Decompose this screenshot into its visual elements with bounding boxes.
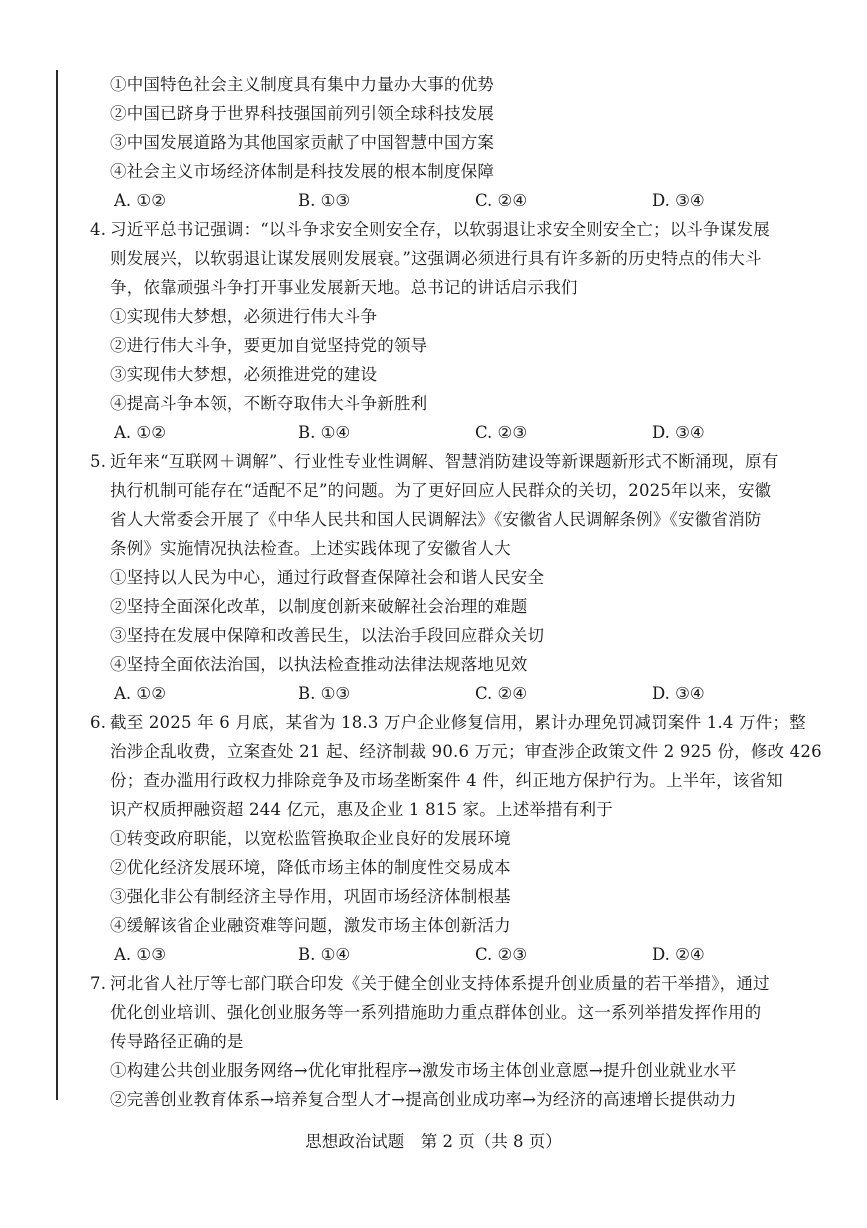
q6-stem-line-3: 份；查办滥用行政权力排除竞争及市场垄断案件 4 件，纠正地方保护行为。上半年，该省知	[110, 771, 783, 790]
q6-statement-2: ②优化经济发展环境，降低市场主体的制度性交易成本	[110, 858, 511, 877]
q5-option-a: A. ①②	[114, 684, 166, 703]
q4-stem-line-2: 则发展兴，以软弱退让谋发展则发展衰。”这强调必须进行具有许多新的历史特点的伟大斗	[110, 249, 762, 268]
q6-stem-text-1: 截至 2025 年 6 月底，某省为 18.3 万户企业修复信用，累计办理免罚减罚案件 1.4 万件；整	[110, 713, 806, 732]
q6-option-b: B. ①④	[298, 945, 351, 964]
q6-options	[86, 940, 786, 969]
q5-option-c: C. ②④	[475, 684, 528, 703]
q5-option-b: B. ①③	[298, 684, 351, 703]
q3-statement-2: ②中国已跻身于世界科技强国前列引领全球科技发展	[110, 104, 495, 123]
q6-stem-line-2: 治涉企乱收费，立案查处 21 起、经济制裁 90.6 万元；审查涉企政策文件 2 925 份，修改 426	[110, 742, 822, 761]
q6-statement-3: ③强化非公有制经济主导作用，巩固市场经济体制根基	[110, 887, 511, 906]
q6-option-c: C. ②③	[475, 945, 528, 964]
q5-number: 5.	[90, 452, 107, 471]
q3-option-c: C. ②④	[475, 191, 528, 210]
q4-statement-2: ②进行伟大斗争，要更加自觉坚持党的领导	[110, 336, 428, 355]
q5-stem-line-2: 执行机制可能存在“适配不足”的问题。为了更好回应人民群众的关切，2025年以来，安徽	[110, 481, 772, 500]
page-footer: 思想政治试题 第 2 页（共 8 页）	[305, 1132, 562, 1151]
q6-number: 6.	[90, 713, 107, 732]
q5-statement-3: ③坚持在发展中保障和改善民生，以法治手段回应群众关切	[110, 626, 545, 645]
q3-option-b: B. ①③	[298, 191, 351, 210]
q4-options	[86, 418, 786, 447]
q5-statement-1: ①坚持以人民为中心，通过行政督查保障社会和谐人民安全	[110, 568, 545, 587]
q6-stem-line-4: 识产权质押融资超 244 亿元，惠及企业 1 815 家。上述举措有利于	[110, 800, 613, 819]
q3-option-d: D. ③④	[652, 191, 705, 210]
q7-stem-line-2: 优化创业培训、强化创业服务等一系列措施助力重点群体创业。这一系列举措发挥作用的	[110, 1003, 762, 1022]
q3-statement-4: ④社会主义市场经济体制是科技发展的根本制度保障	[110, 162, 495, 181]
q6-statement-4: ④缓解该省企业融资难等问题，激发市场主体创新活力	[110, 916, 511, 935]
q4-number: 4.	[90, 220, 107, 239]
q3-options	[86, 186, 786, 215]
q5-stem-line-3: 省人大常委会开展了《中华人民共和国人民调解法》《安徽省人民调解条例》《安徽省消防	[110, 510, 762, 529]
q7-statement-1: ①构建公共创业服务网络→优化审批程序→激发市场主体创业意愿→提升创业就业水平	[110, 1061, 737, 1080]
q7-stem-line-1	[86, 969, 786, 998]
q6-option-d: D. ②④	[652, 945, 705, 964]
q5-statement-4: ④坚持全面依法治国，以执法检查推动法律法规落地见效	[110, 655, 528, 674]
q5-option-d: D. ③④	[652, 684, 705, 703]
q5-stem-text-1: 近年来“互联网＋调解”、行业性专业性调解、智慧消防建设等新课题新形式不断涌现，原有	[110, 452, 779, 471]
q5-options	[86, 679, 786, 708]
q4-statement-1: ①实现伟大梦想，必须进行伟大斗争	[110, 307, 378, 326]
q5-statement-2: ②坚持全面深化改革，以制度创新来破解社会治理的难题	[110, 597, 528, 616]
q3-statement-1: ①中国特色社会主义制度具有集中力量办大事的优势	[110, 75, 495, 94]
q4-option-b: B. ①④	[298, 423, 351, 442]
q7-stem-text-1: 河北省人社厅等七部门联合印发《关于健全创业支持体系提升创业质量的若干举措》，通过	[110, 974, 770, 993]
q4-stem-line-1	[86, 215, 786, 244]
q7-number: 7.	[90, 974, 107, 993]
q4-statement-3: ③实现伟大梦想，必须推进党的建设	[110, 365, 378, 384]
q6-stem-line-1	[86, 708, 806, 737]
q3-statement-3: ③中国发展道路为其他国家贡献了中国智慧中国方案	[110, 133, 495, 152]
q5-stem-line-1	[86, 447, 786, 476]
q4-stem-text-1: 习近平总书记强调：“以斗争求安全则安全存，以软弱退让求安全则安全亡；以斗争谋发展	[110, 220, 770, 239]
q4-option-d: D. ③④	[652, 423, 705, 442]
q3-option-a: A. ①②	[114, 191, 166, 210]
q4-statement-4: ④提高斗争本领，不断夺取伟大斗争新胜利	[110, 394, 428, 413]
q7-statement-2: ②完善创业教育体系→培养复合型人才→提高创业成功率→为经济的高速增长提供动力	[110, 1090, 737, 1109]
exam-page-content	[86, 70, 822, 1114]
q5-stem-line-4: 条例》实施情况执法检查。上述实践体现了安徽省人大	[110, 539, 511, 558]
binding-margin-line	[56, 70, 58, 1100]
q6-statement-1: ①转变政府职能，以宽松监管换取企业良好的发展环境	[110, 829, 511, 848]
q6-option-a: A. ①③	[114, 945, 166, 964]
q7-stem-line-3: 传导路径正确的是	[110, 1032, 244, 1051]
q4-option-c: C. ②③	[475, 423, 528, 442]
q4-stem-line-3: 争，依靠顽强斗争打开事业发展新天地。总书记的讲话启示我们	[110, 278, 578, 297]
q4-option-a: A. ①②	[114, 423, 166, 442]
